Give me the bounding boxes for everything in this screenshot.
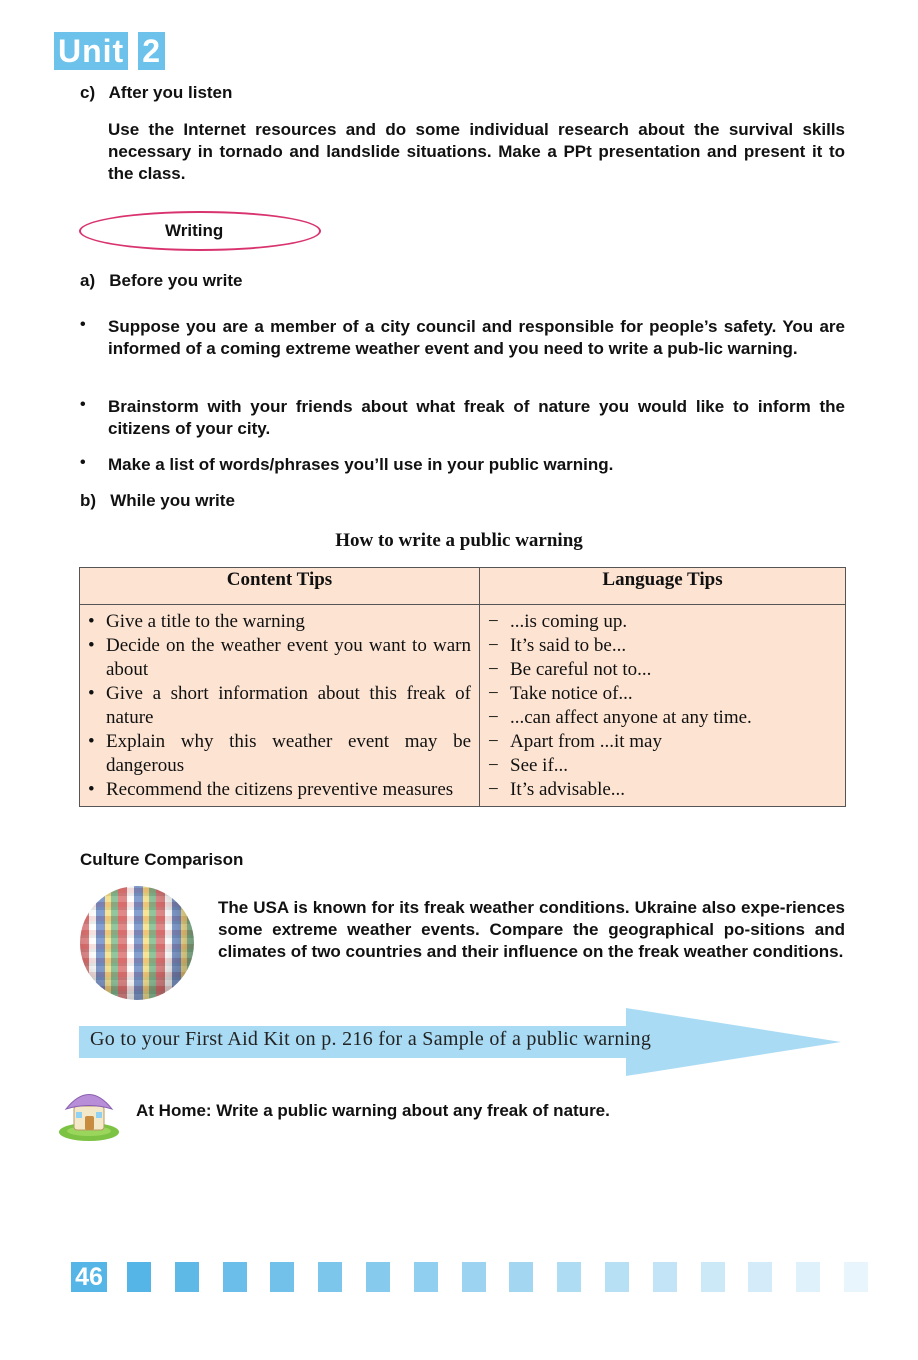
unit-number: 2 — [138, 32, 165, 70]
unit-badge — [54, 32, 165, 70]
content-tips-cell — [80, 605, 480, 807]
tips-table — [79, 567, 846, 807]
language-tip: − It’s said to be... — [488, 634, 837, 658]
content-tip: • Recommend the citizens preventive measures — [88, 778, 471, 802]
content-tip: • Give a title to the warning — [88, 610, 471, 634]
unit-label: Unit — [54, 32, 128, 70]
at-home-text: At Home: Write a public warning about any freak of nature. — [136, 1101, 610, 1120]
content-tip: • Decide on the weather event you want to warn about — [88, 634, 471, 682]
before-write-bullet-1: Suppose you are a member of a city council and responsible for people’s safety. You are informed of a coming extreme weather event and you need to write a pub-lic warning. — [108, 317, 845, 358]
tips-title: How to write a public warning — [335, 530, 583, 551]
first-aid-link-text[interactable]: Go to your First Aid Kit on p. 216 for a Sample of a public warning — [90, 1028, 652, 1050]
after-listen-heading: c) After you listen — [80, 83, 233, 102]
footer-square — [127, 1262, 151, 1292]
content-tip: • Give a short information about this freak of nature — [88, 682, 471, 730]
writing-section-label: Writing — [165, 221, 224, 240]
bullet-dot: • — [80, 396, 86, 413]
house-icon — [56, 1082, 122, 1142]
while-write-heading: b) While you write — [80, 491, 235, 510]
language-tip: − See if... — [488, 754, 837, 778]
page-number: 46 — [71, 1262, 107, 1292]
content-tip: • Explain why this weather event may be dangerous — [88, 730, 471, 778]
language-tips-list — [488, 610, 837, 802]
language-tip: − It’s advisable... — [488, 778, 837, 802]
footer-square — [270, 1262, 294, 1292]
culture-heading: Culture Comparison — [80, 850, 244, 869]
footer-square — [701, 1262, 725, 1292]
language-tips-cell — [480, 605, 846, 807]
footer-square — [748, 1262, 772, 1292]
footer-square — [462, 1262, 486, 1292]
footer-square — [844, 1262, 868, 1292]
before-write-heading: a) Before you write — [80, 271, 243, 290]
after-listen-text: Use the Internet resources and do some individual research about the survival skills necessary in tornado and landslide situations. Make a PPt presentation and present it to the class. — [108, 120, 845, 183]
footer-square — [509, 1262, 533, 1292]
footer-square — [605, 1262, 629, 1292]
footer-square — [318, 1262, 342, 1292]
language-tips-header: Language Tips — [480, 568, 846, 605]
footer-square — [175, 1262, 199, 1292]
flags-globe-icon — [80, 886, 194, 1000]
before-write-bullet-3: Make a list of words/phrases you’ll use in your public warning. — [108, 455, 614, 474]
language-tip: − ...can affect anyone at any time. — [488, 706, 837, 730]
language-tip: − Take notice of... — [488, 682, 837, 706]
language-tip: − Be careful not to... — [488, 658, 837, 682]
footer-square — [796, 1262, 820, 1292]
footer-square — [223, 1262, 247, 1292]
bullet-dot: • — [80, 316, 86, 333]
language-tip: − Apart from ...it may — [488, 730, 837, 754]
footer-square — [653, 1262, 677, 1292]
footer-square — [557, 1262, 581, 1292]
culture-text: The USA is known for its freak weather conditions. Ukraine also expe-riences some extreme weather events. Compare the geographical po-sitions and climates of two countries and their influence on the freak weather conditions. — [218, 898, 845, 961]
before-write-bullet-2: Brainstorm with your friends about what freak of nature you would like to inform the citizens of your city. — [108, 397, 845, 438]
language-tip: − ...is coming up. — [488, 610, 837, 634]
footer-square — [414, 1262, 438, 1292]
bullet-dot: • — [80, 454, 86, 471]
footer-square — [366, 1262, 390, 1292]
content-tips-list — [88, 610, 471, 802]
content-tips-header: Content Tips — [80, 568, 480, 605]
